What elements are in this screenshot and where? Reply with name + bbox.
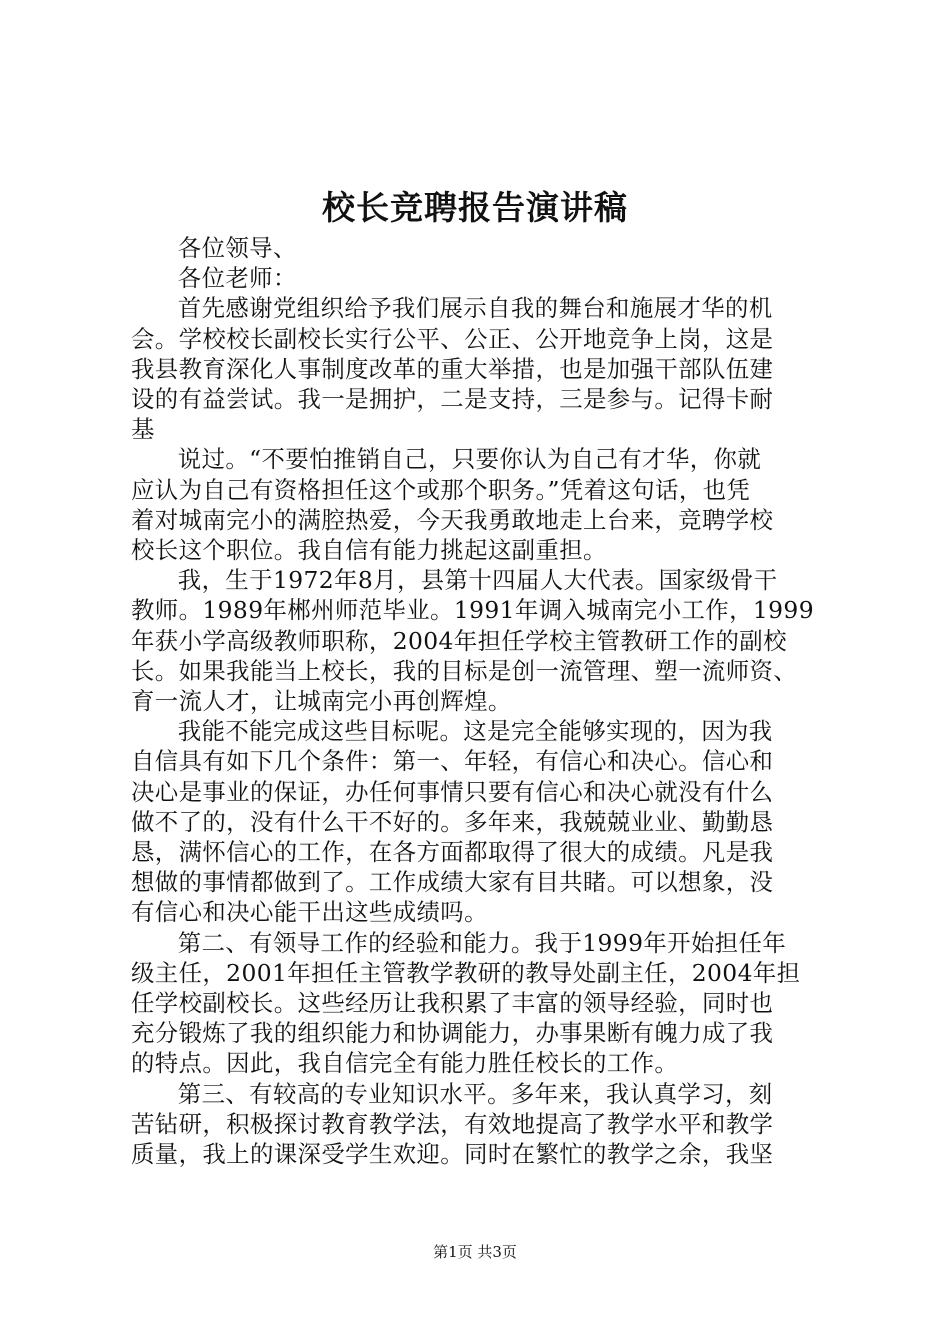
paragraph-line: 第三、有较高的专业知识水平。多年来，我认真学习，刻 xyxy=(177,1079,773,1108)
paragraph-4 xyxy=(131,716,835,927)
page-footer: 第1页 共3页 xyxy=(433,1243,517,1261)
paragraph-line: 质量，我上的课深受学生欢迎。同时在繁忙的教学之余，我坚 xyxy=(131,1140,774,1169)
paragraph-line: 设的有益尝试。我一是拥护，二是支持，三是参与。记得卡耐 xyxy=(131,385,774,414)
paragraph-line: 任学校副校长。这些经历让我积累了丰富的领导经验，同时也 xyxy=(131,989,774,1018)
paragraph-line: 应认为自己有资格担任这个或那个职务。”凭着这句话，也凭 xyxy=(131,475,751,504)
paragraph-line: 首先感谢党组织给予我们展示自我的舞台和施展才华的机 xyxy=(177,294,773,323)
paragraph-line: 做不了的，没有什么干不好的。多年来，我兢兢业业、勤勤恳 xyxy=(131,807,774,836)
paragraph-6 xyxy=(131,1079,835,1170)
paragraph-line: 级主任，2001年担任主管教学教研的教导处副主任，2004年担 xyxy=(131,958,801,987)
paragraph-line: 第二、有领导工作的经验和能力。我于1999年开始担任年 xyxy=(177,928,787,957)
paragraph-line: 苦钻研，积极探讨教育教学法，有效地提高了教学水平和教学 xyxy=(131,1109,774,1138)
paragraph-line: 我县教育深化人事制度改革的重大举措，也是加强干部队伍建 xyxy=(131,354,774,383)
paragraph-line: 自信具有如下几个条件：第一、年轻，有信心和决心。信心和 xyxy=(131,747,774,776)
paragraph-line: 着对城南完小的满腔热爱，今天我勇敢地走上台来，竞聘学校 xyxy=(131,505,774,534)
document-body xyxy=(131,233,835,1169)
paragraph-line: 长。如果我能当上校长，我的目标是创一流管理、塑一流师资、 xyxy=(131,656,798,685)
paragraph-line: 充分锻炼了我的组织能力和协调能力，办事果断有魄力成了我 xyxy=(131,1019,774,1048)
paragraph-1 xyxy=(131,293,835,444)
paragraph-line: 教师。1989年郴州师范毕业。1991年调入城南完小工作，1999 xyxy=(131,596,814,625)
document-title: 校长竞聘报告演讲稿 xyxy=(322,188,628,227)
paragraph-line: 的特点。因此，我自信完全有能力胜任校长的工作。 xyxy=(131,1049,679,1078)
paragraph-3 xyxy=(131,565,835,716)
paragraph-line: 育一流人才，让城南完小再创辉煌。 xyxy=(131,687,512,716)
paragraph-line: 年获小学高级教师职称，2004年担任学校主管教研工作的副校 xyxy=(131,626,787,655)
paragraph-line: 基 xyxy=(131,415,155,444)
paragraph-line: 会。学校校长副校长实行公平、公正、公开地竞争上岗，这是 xyxy=(131,324,774,353)
paragraph-5 xyxy=(131,928,835,1079)
paragraph-line: 我，生于1972年8月，县第十四届人大代表。国家级骨干 xyxy=(177,566,778,595)
paragraph-line: 决心是事业的保证，办任何事情只要有信心和决心就没有什么 xyxy=(131,777,774,806)
paragraph-line: 说过。“不要怕推销自己，只要你认为自己有才华，你就 xyxy=(177,445,762,474)
salutation-2: 各位老师： xyxy=(177,264,297,293)
paragraph-line: 恳，满怀信心的工作，在各方面都取得了很大的成绩。凡是我 xyxy=(131,838,774,867)
paragraph-2 xyxy=(131,444,835,565)
paragraph-line: 校长这个职位。我自信有能力挑起这副重担。 xyxy=(131,536,607,565)
salutation-1: 各位领导、 xyxy=(177,234,297,262)
paragraph-line: 有信心和决心能干出这些成绩吗。 xyxy=(131,898,488,927)
paragraph-line: 想做的事情都做到了。工作成绩大家有目共睹。可以想象，没 xyxy=(131,868,774,897)
paragraph-line: 我能不能完成这些目标呢。这是完全能够实现的，因为我 xyxy=(177,717,773,746)
